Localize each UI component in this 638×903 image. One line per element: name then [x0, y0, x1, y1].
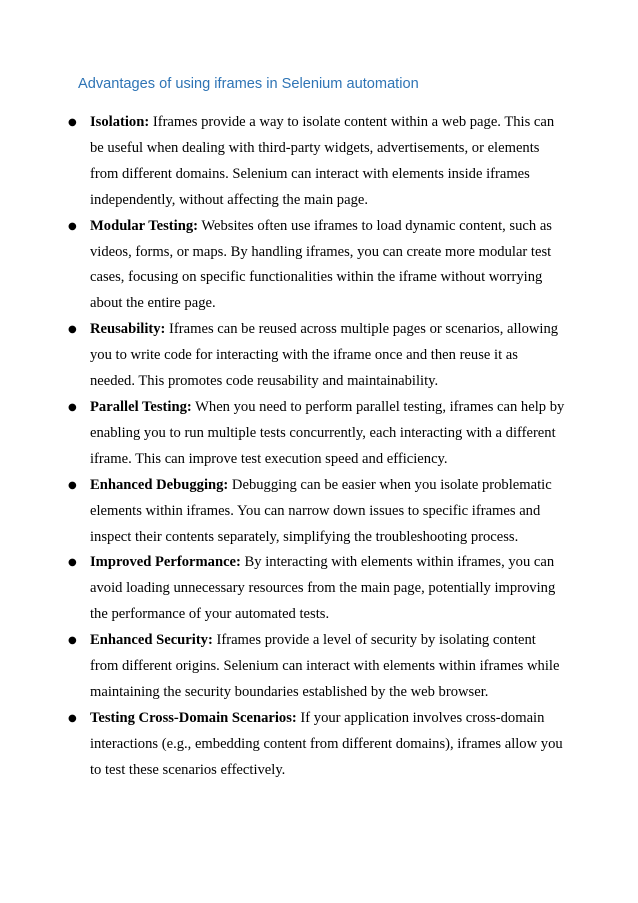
item-text: Iframes can be reused across multiple pages or scenarios, allowing you to write code for interacting with the iframe once and then reuse it as needed. This promotes code reusability and maintainability.	[90, 321, 559, 390]
bullet-icon: ●	[68, 479, 77, 491]
item-text: Websites often use iframes to load dynamic content, such as videos, forms, or maps. By handling iframes, you can create more modular test cases, focusing on specific functionalities within the iframe without worrying about the entire page.	[90, 217, 552, 312]
bullet-icon: ●	[68, 401, 77, 413]
list-item-cross-domain	[0, 706, 565, 784]
list-item-modular-testing	[0, 214, 565, 318]
item-text: Iframes provide a level of security by isolating content from different origins. Selenium can interact with elements within iframes while maintaining the security boundaries established by the web browser.	[90, 632, 560, 700]
item-term: Isolation:	[90, 114, 150, 130]
item-text: Debugging can be easier when you isolate problematic elements within iframes. You can narrow down issues to specific iframes and inspect their contents separately, simplifying the troubleshooting process.	[90, 476, 552, 545]
item-text: If your application involves cross-domain interactions (e.g., embedding content from different domains), iframes allow you to test these scenarios effectively.	[90, 709, 563, 778]
item-text: When you need to perform parallel testing, iframes can help by enabling you to run multiple tests concurrently, each interacting with a different iframe. This can improve test execution speed and efficiency.	[90, 398, 565, 467]
bullet-icon: ●	[68, 117, 77, 128]
item-text: By interacting with elements within iframes, you can avoid loading unnecessary resources from the main page, potentially improving the performance of your automated tests.	[90, 554, 556, 623]
item-term: Improved Performance:	[90, 554, 241, 571]
item-term: Modular Testing:	[90, 217, 198, 234]
bullet-icon: ●	[68, 712, 77, 724]
item-term: Enhanced Security:	[90, 632, 213, 649]
item-term: Testing Cross-Domain Scenarios:	[90, 709, 297, 726]
advantages-list	[0, 110, 638, 784]
bullet-icon: ●	[68, 220, 77, 232]
item-term: Reusability:	[90, 321, 166, 338]
list-item-enhanced-debugging	[0, 473, 565, 551]
section-heading: Advantages of using iframes in Selenium automation	[78, 76, 419, 92]
list-item-isolation	[0, 110, 565, 214]
list-item-enhanced-security	[0, 628, 565, 706]
item-text: Iframes provide a way to isolate content within a web page. This can be useful when dealing with third-party widgets, advertisements, or elements from different domains. Selenium can interact with elements inside iframes independently, without affecting the main page.	[90, 114, 555, 208]
bullet-icon: ●	[68, 557, 77, 569]
item-term: Enhanced Debugging:	[90, 476, 229, 493]
bullet-icon: ●	[68, 635, 77, 647]
list-item-improved-performance	[0, 550, 565, 628]
list-item-reusability	[0, 317, 565, 395]
bullet-icon: ●	[68, 324, 77, 336]
item-term: Parallel Testing:	[90, 398, 192, 415]
list-item-parallel-testing	[0, 395, 565, 473]
